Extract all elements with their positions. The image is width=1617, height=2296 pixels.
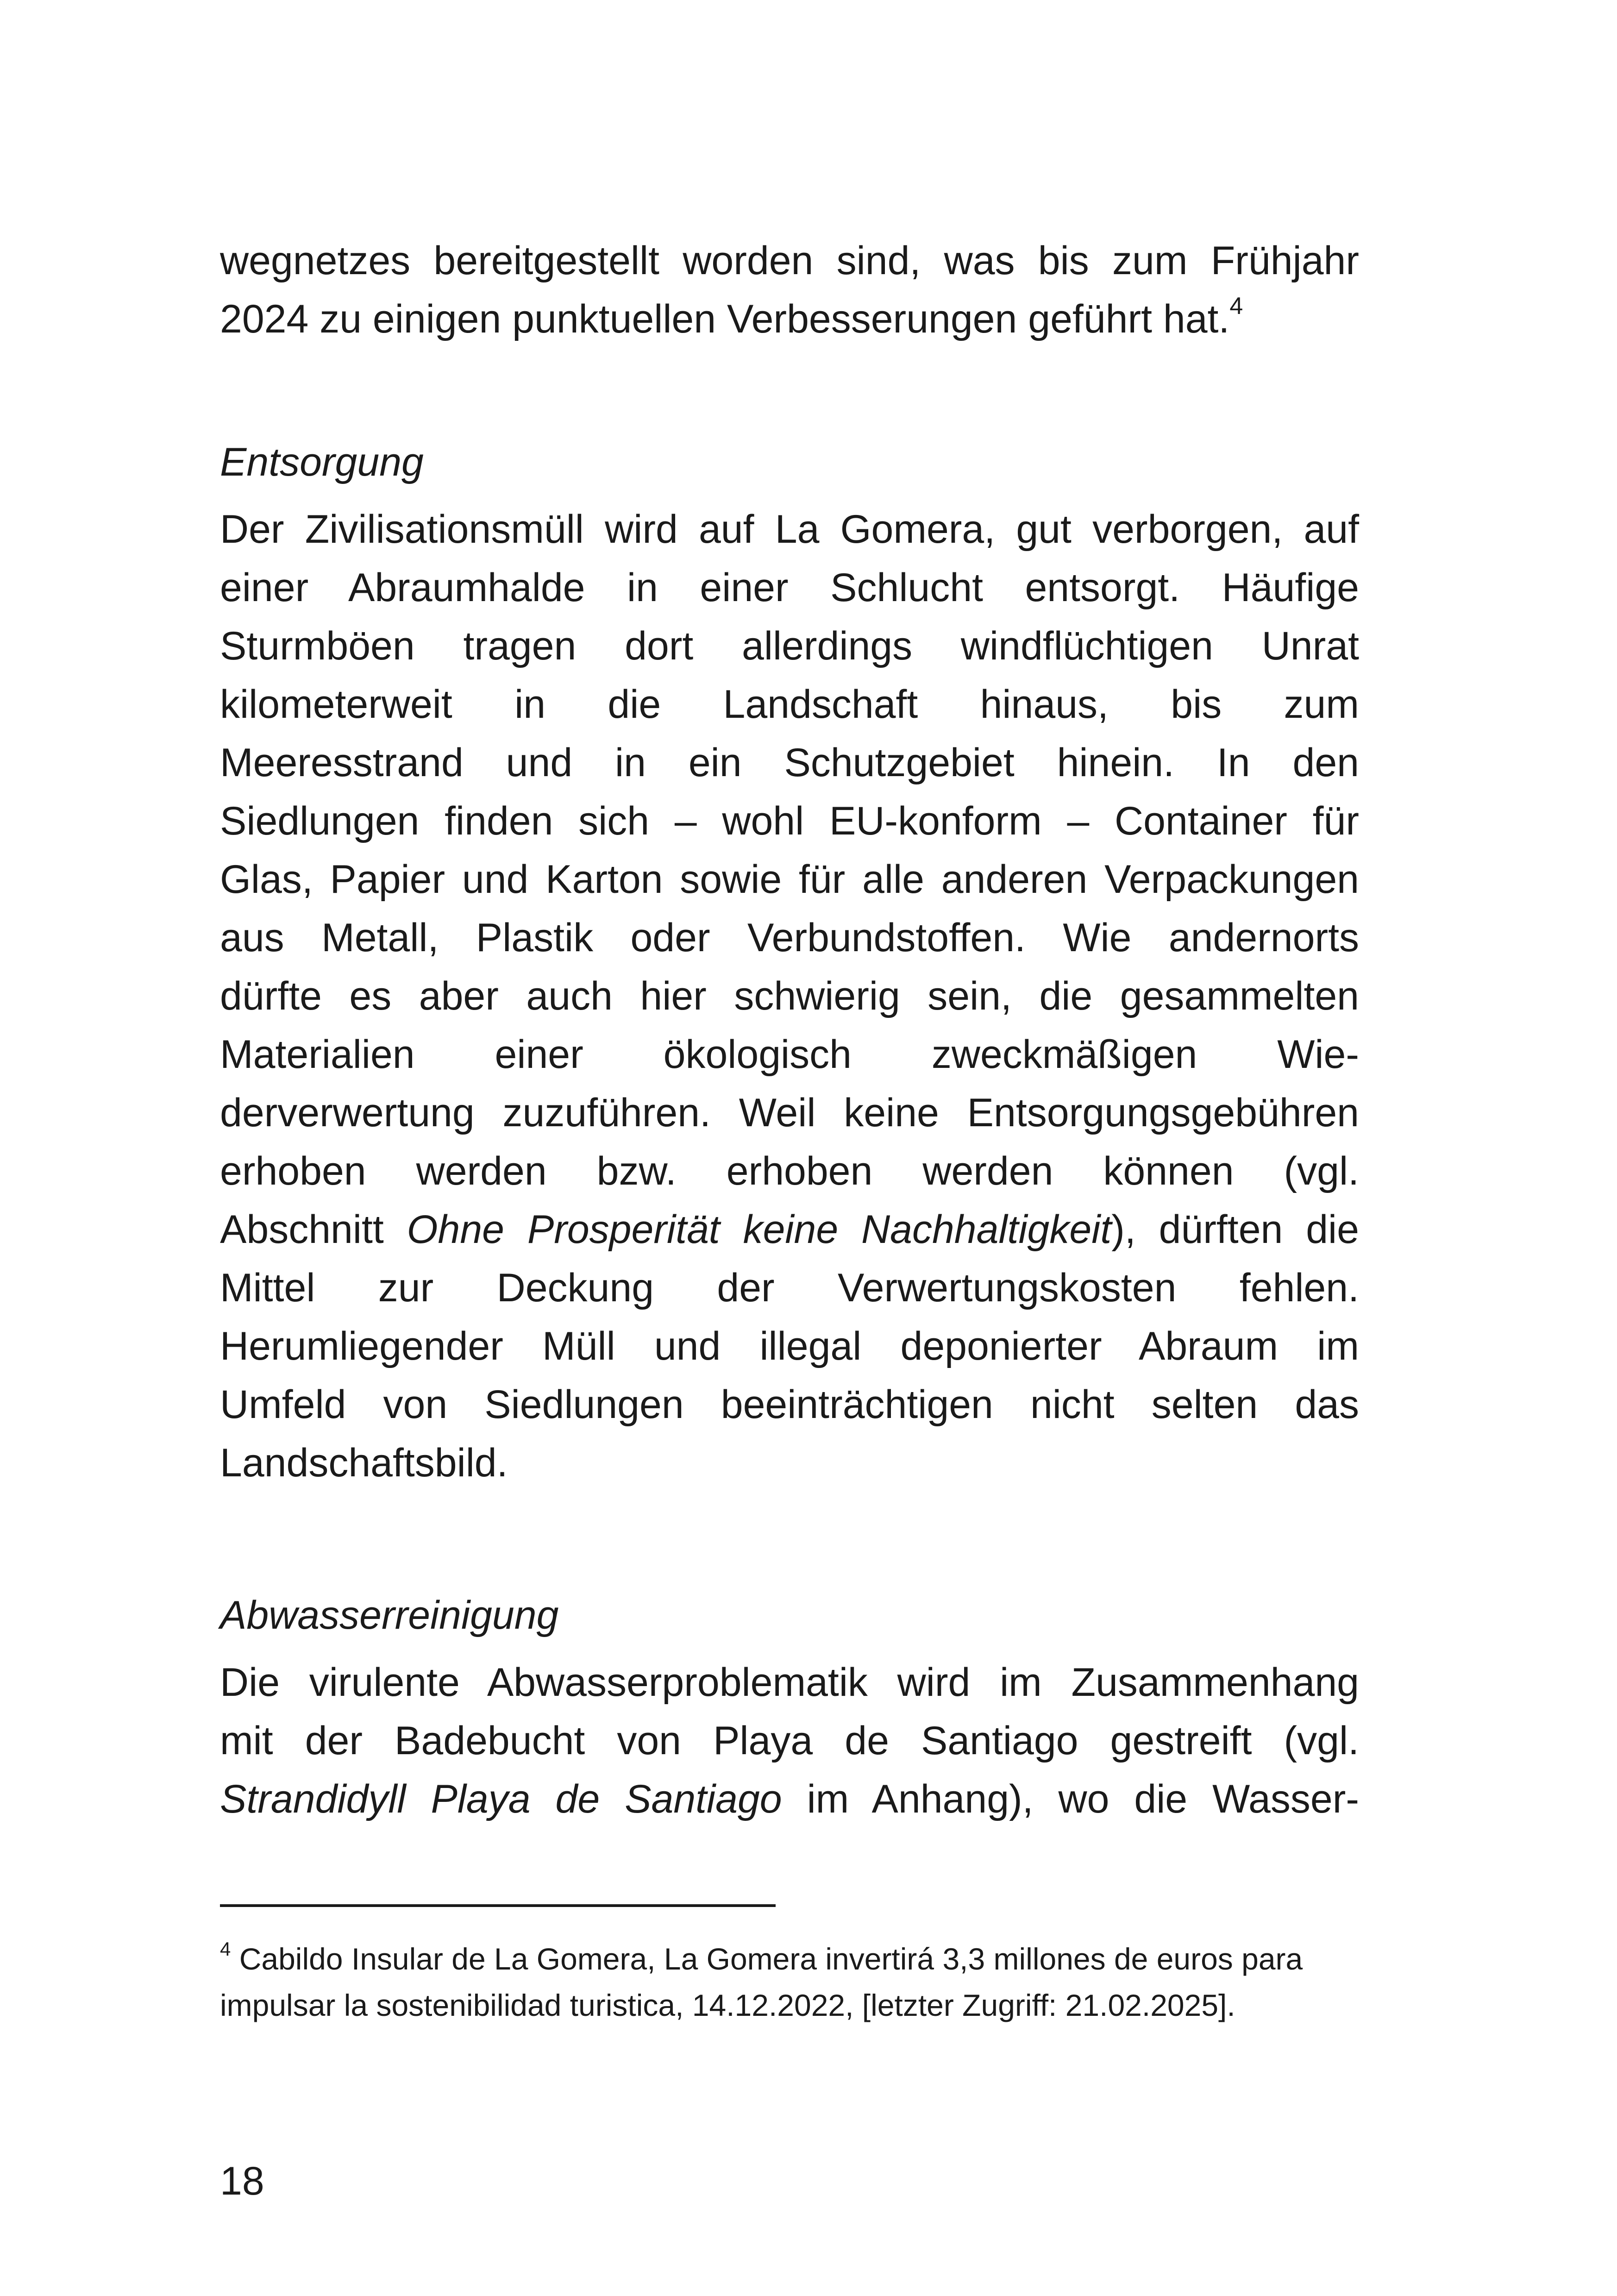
body-text: Abschnitt [220, 1207, 407, 1252]
body-line: einer Abraumhalde in einer Schlucht entsorgt. Häufige [220, 565, 1359, 610]
body-line: erhoben werden bzw. erhoben werden können (vgl. [220, 1149, 1359, 1193]
body-line: Glas, Papier und Karton sowie für alle anderen Verpackungen [220, 857, 1359, 902]
section-heading: Abwasserreinigung [220, 1593, 559, 1637]
body-line: Mittel zur Deckung der Verwertungskosten fehlen. [220, 1266, 1359, 1310]
body-line: mit der Badebucht von Playa de Santiago gestreift (vgl. [220, 1719, 1359, 1763]
footnote-number: 4 [220, 1938, 231, 1960]
footnote-reference[interactable]: 4 [1229, 293, 1243, 320]
body-line: wegnetzes bereitgestellt worden sind, was bis zum Frühjahr [220, 238, 1359, 283]
footnote-separator [220, 1904, 776, 1907]
body-line [220, 1770, 1359, 1828]
body-line: kilometerweit in die Landschaft hinaus, bis zum [220, 682, 1359, 727]
body-line: Materialien einer ökologisch zweckmäßigen Wie- [220, 1032, 1359, 1077]
footnote-line [220, 1936, 1359, 1982]
body-line: Meeresstrand und in ein Schutzgebiet hinein. In den [220, 740, 1359, 785]
body-line: Herumliegender Müll und illegal deponierter Abraum im [220, 1324, 1359, 1368]
footnote-line: impulsar la sostenibilidad turistica, 14.12.2022, [letzter Zugriff: 21.02.2025]. [220, 1988, 1235, 2022]
body-line [220, 290, 1359, 348]
body-text: ), dürften die [1111, 1207, 1359, 1252]
intro-paragraph [220, 232, 1359, 348]
page-number: 18 [220, 2159, 264, 2203]
section-paragraph [220, 1653, 1359, 1828]
body-line-text: 2024 zu einigen punktuellen Verbesserungen geführt hat. [220, 297, 1230, 341]
cross-reference-title: Strandidyll Playa de Santiago [220, 1777, 782, 1821]
body-line: dürfte es aber auch hier schwierig sein, die gesammelten [220, 974, 1359, 1018]
section-heading: Entsorgung [220, 440, 424, 484]
body-line: derverwertung zuzuführen. Weil keine Entsorgungsgebühren [220, 1091, 1359, 1135]
body-text: im Anhang), wo die Wasser- [807, 1777, 1359, 1821]
body-line: Die virulente Abwasserproblematik wird im Zusammenhang [220, 1660, 1359, 1705]
body-line: Umfeld von Siedlungen beeinträchtigen nicht selten das [220, 1382, 1359, 1427]
body-line [220, 1200, 1359, 1259]
body-line: Siedlungen finden sich – wohl EU-konform – Container für [220, 799, 1359, 843]
cross-reference-title: Ohne Prosperität keine Nachhaltigkeit [407, 1207, 1112, 1252]
body-line: Landschaftsbild. [220, 1441, 508, 1485]
section-paragraph [220, 500, 1359, 1492]
body-line: Sturmböen tragen dort allerdings windflüchtigen Unrat [220, 624, 1359, 668]
body-line: Der Zivilisationsmüll wird auf La Gomera, gut verborgen, auf [220, 507, 1359, 552]
body-line: aus Metall, Plastik oder Verbundstoffen. Wie andernorts [220, 916, 1359, 960]
footnote-text: Cabildo Insular de La Gomera, La Gomera invertirá 3,3 millones de euros para [239, 1942, 1303, 1976]
footnote [220, 1936, 1359, 2028]
